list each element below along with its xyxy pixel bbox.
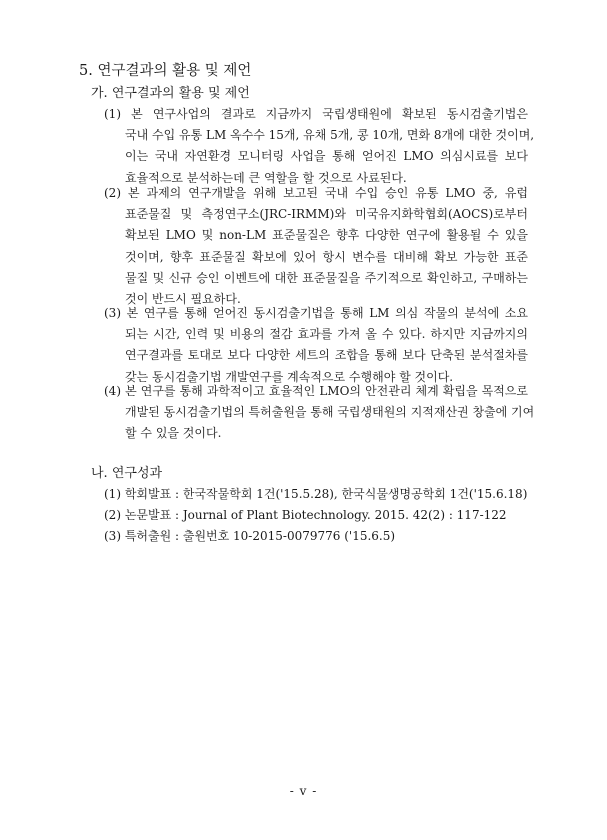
text-line: 되는 시간, 인력 및 비용의 절감 효과를 가져 올 수 있다. 하지만 지금까지의 xyxy=(125,327,528,342)
text-line: 국내 수입 유통 LM 옥수수 15개, 유채 5개, 콩 10개, 면화 8개에 대한 것이며, xyxy=(125,128,535,143)
subsection-a-heading: 가. 연구결과의 활용 및 제언 xyxy=(91,86,250,101)
finding-item-1 xyxy=(104,104,535,189)
text-line: 것이며, 향후 표준물질 확보에 있어 항시 변수를 대비해 확보 가능한 표준 xyxy=(125,249,528,264)
text-line: (1) 본 연구사업의 결과로 지금까지 국립생태원에 확보된 동시검출기법은 xyxy=(104,107,528,121)
text-line: (4) 본 연구를 통해 과학적이고 효율적인 LMO의 안전관리 체계 확립을 목적으로 xyxy=(104,384,528,398)
text-line: 것이 반드시 필요하다. xyxy=(125,292,241,307)
result-item-patent: (3) 특허출원 : 출원번호 10-2015-0079776 ('15.6.5) xyxy=(104,529,396,543)
text-line: 표준물질 및 측정연구소(JRC-IRMM)와 미국유지화학협회(AOCS)로부터 xyxy=(125,207,528,222)
text-line: 효율적으로 분석하는데 큰 역할을 할 것으로 사료된다. xyxy=(125,170,407,185)
results-list xyxy=(104,484,544,547)
finding-item-4 xyxy=(104,381,535,445)
text-line: 확보된 LMO 및 non-LM 표준물질은 향후 다양한 연구에 활용될 수 있을 xyxy=(125,228,528,243)
text-line: 물질 및 신규 승인 이벤트에 대한 표준물질을 주기적으로 확인하고, 구매하는 xyxy=(125,270,528,285)
subsection-b-heading: 나. 연구성과 xyxy=(91,466,163,481)
text-line: 이는 국내 자연환경 모니터링 사업을 통해 얻어진 LMO 의심시료를 보다 xyxy=(125,149,528,164)
text-line: 연구결과를 토대로 보다 다양한 세트의 조합을 통해 보다 단축된 분석절차를 xyxy=(125,348,528,363)
finding-item-2 xyxy=(104,183,528,310)
text-line: (3) 본 연구를 통해 얻어진 동시검출기법을 통해 LM 의심 작물의 분석에 소요 xyxy=(104,306,528,320)
page-number: - v - xyxy=(289,784,318,798)
text-line: 개발된 동시검출기법의 특허출원을 통해 국립생태원의 지적재산권 창출에 기여 xyxy=(125,405,535,420)
text-line: 갖는 동시검출기법 개발연구를 계속적으로 수행해야 할 것이다. xyxy=(125,369,454,384)
result-item-conference: (1) 학회발표 : 한국작물학회 1건('15.5.28), 한국식물생명공학회 1건('15.6.18) xyxy=(104,487,528,501)
finding-item-3 xyxy=(104,303,528,388)
result-item-paper: (2) 논문발표 : Journal of Plant Biotechnology. 2015. 42(2) : 117-122 xyxy=(104,508,507,522)
text-line: (2) 본 과제의 연구개발을 위해 보고된 국내 수입 승인 유통 LMO 중, 유럽 xyxy=(104,186,528,200)
text-line: 할 수 있을 것이다. xyxy=(125,426,222,441)
section-heading: 5. 연구결과의 활용 및 제언 xyxy=(79,63,252,79)
